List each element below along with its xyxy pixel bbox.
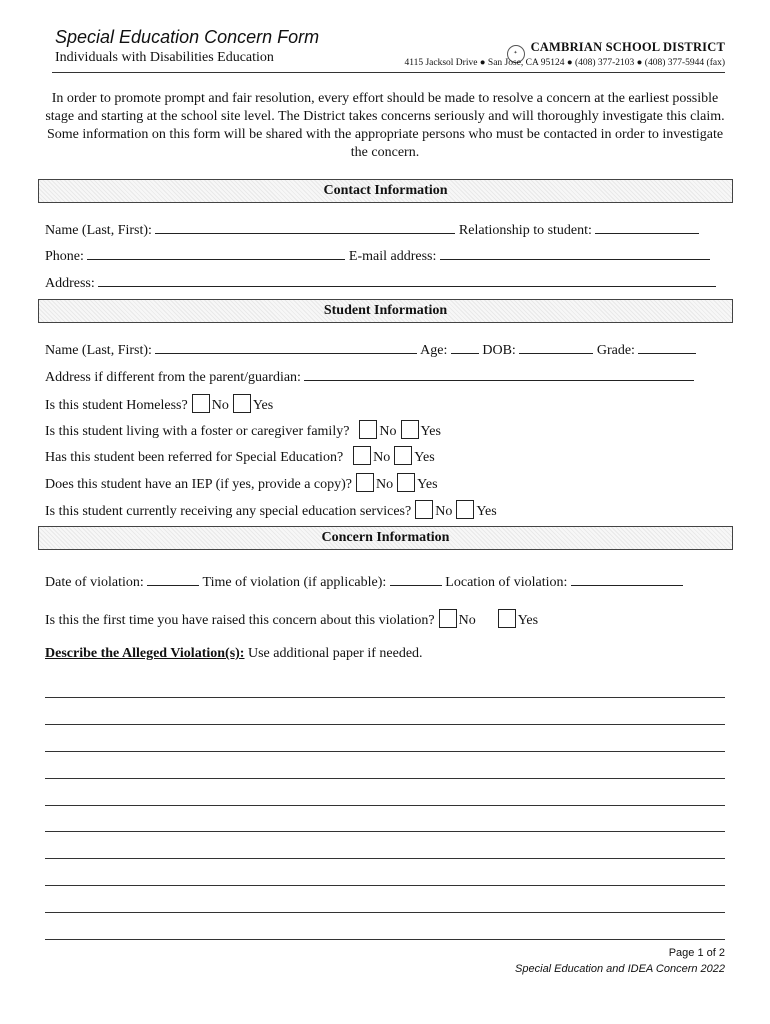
no-label: No — [376, 477, 394, 492]
homeless-yes-checkbox[interactable] — [233, 394, 251, 413]
email-label: E-mail address: — [348, 249, 437, 264]
student-section-heading: Student Information — [38, 299, 733, 323]
date-label: Date of violation: — [45, 575, 144, 590]
concern-section-heading: Concern Information — [38, 526, 733, 550]
referred-yes-checkbox[interactable] — [394, 446, 412, 465]
question-referred — [45, 446, 435, 466]
describe-hint: Use additional paper if needed. — [247, 646, 423, 661]
form-title: Special Education Concern Form — [55, 27, 320, 47]
description-line[interactable] — [45, 939, 725, 940]
document-name: Special Education and IDEA Concern 2022 — [515, 963, 725, 975]
services-yes-checkbox[interactable] — [456, 500, 474, 519]
district-name-text: CAMBRIAN SCHOOL DISTRICT — [530, 40, 725, 54]
dob-field[interactable] — [519, 340, 593, 354]
question-foster — [45, 420, 441, 440]
student-name-field[interactable] — [155, 340, 417, 354]
page-number: Page 1 of 2 — [668, 947, 725, 959]
description-line[interactable] — [45, 751, 725, 752]
grade-label: Grade: — [596, 343, 635, 358]
phone-field[interactable] — [87, 246, 345, 260]
header-divider — [52, 72, 725, 73]
homeless-no-checkbox[interactable] — [192, 394, 210, 413]
location-label: Location of violation: — [445, 575, 568, 590]
question-text: Does this student have an IEP (if yes, provide a copy)? — [45, 477, 353, 492]
age-label: Age: — [420, 343, 448, 358]
time-field[interactable] — [390, 572, 442, 586]
first-time-row — [45, 609, 538, 629]
contact-address-label: Address: — [45, 276, 95, 291]
description-line[interactable] — [45, 858, 725, 859]
form-subtitle: Individuals with Disabilities Education — [55, 50, 274, 65]
question-text: Is this student Homeless? — [45, 398, 188, 413]
grade-field[interactable] — [638, 340, 696, 354]
foster-no-checkbox[interactable] — [359, 420, 377, 439]
time-label: Time of violation (if applicable): — [202, 575, 387, 590]
contact-section-heading: Contact Information — [38, 179, 733, 203]
age-field[interactable] — [451, 340, 479, 354]
iep-yes-checkbox[interactable] — [397, 473, 415, 492]
description-line[interactable] — [45, 778, 725, 779]
location-field[interactable] — [571, 572, 683, 586]
yes-label: Yes — [517, 613, 539, 628]
description-line[interactable] — [45, 805, 725, 806]
contact-address-row — [45, 273, 716, 292]
referred-no-checkbox[interactable] — [353, 446, 371, 465]
first-time-yes-checkbox[interactable] — [498, 609, 516, 628]
phone-label: Phone: — [45, 249, 84, 264]
services-no-checkbox[interactable] — [415, 500, 433, 519]
yes-label: Yes — [417, 477, 438, 492]
yes-label: Yes — [476, 504, 497, 519]
question-text: Has this student been referred for Special Education? — [45, 450, 344, 465]
district-address: 4115 Jacksol Drive ● San Jose, CA 95124 ● (408) 377-2103 ● (408) 377-5944 (fax) — [404, 58, 725, 68]
question-text: Is this student living with a foster or caregiver family? — [45, 424, 350, 439]
intro-paragraph: In order to promote prompt and fair resolution, every effort should be made to resolve a concern at the earliest possible stage and starting at the school site level. The District takes concerns seriously and will thoroughly investigate this claim. Some information on this form will be shared with the appropriate persons who must be contacted in order to investigate the concern. — [45, 91, 725, 160]
description-line[interactable] — [45, 724, 725, 725]
description-line[interactable] — [45, 885, 725, 886]
alt-address-label: Address if different from the parent/guardian: — [45, 370, 301, 385]
contact-name-row — [45, 220, 699, 239]
student-name-label: Name (Last, First): — [45, 343, 152, 358]
relationship-label: Relationship to student: — [458, 223, 592, 238]
date-field[interactable] — [147, 572, 199, 586]
no-label: No — [379, 424, 397, 439]
relationship-field[interactable] — [595, 220, 699, 234]
contact-phone-row — [45, 246, 710, 265]
email-field[interactable] — [440, 246, 710, 260]
foster-yes-checkbox[interactable] — [401, 420, 419, 439]
describe-label: Describe the Alleged Violation(s): — [45, 646, 245, 661]
student-name-row — [45, 340, 696, 359]
question-homeless — [45, 394, 273, 414]
no-label: No — [435, 504, 453, 519]
no-label: No — [458, 613, 476, 628]
description-line[interactable] — [45, 912, 725, 913]
yes-label: Yes — [420, 424, 441, 439]
question-iep — [45, 473, 438, 493]
contact-name-label: Name (Last, First): — [45, 223, 152, 238]
description-line[interactable] — [45, 697, 725, 698]
question-services — [45, 500, 497, 520]
no-label: No — [211, 398, 229, 413]
contact-address-field[interactable] — [98, 273, 716, 287]
question-text: Is this student currently receiving any special education services? — [45, 504, 412, 519]
dob-label: DOB: — [482, 343, 516, 358]
yes-label: Yes — [252, 398, 274, 413]
alt-address-row — [45, 367, 694, 386]
description-line[interactable] — [45, 831, 725, 832]
describe-row — [45, 646, 423, 662]
first-time-no-checkbox[interactable] — [439, 609, 457, 628]
iep-no-checkbox[interactable] — [356, 473, 374, 492]
alt-address-field[interactable] — [304, 367, 694, 381]
yes-label: Yes — [414, 450, 435, 465]
no-label: No — [373, 450, 391, 465]
violation-details-row — [45, 572, 683, 591]
district-seal-icon: ✦ — [507, 45, 525, 63]
contact-name-field[interactable] — [155, 220, 455, 234]
first-time-question: Is this the first time you have raised this concern about this violation? — [45, 613, 435, 628]
